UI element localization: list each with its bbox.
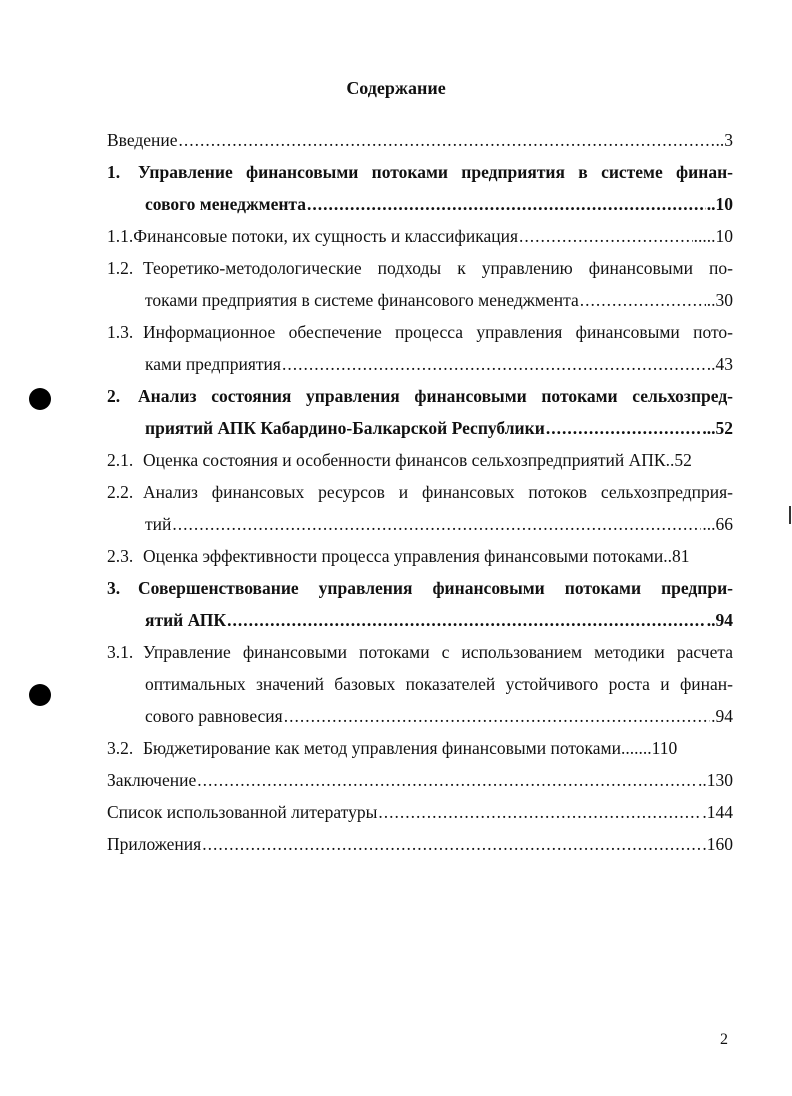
punch-hole-mark <box>29 388 51 410</box>
toc-entry-number: 3.1. <box>107 642 134 662</box>
page-title: Содержание <box>346 78 446 98</box>
toc-entry-number: 3.2. <box>107 738 134 758</box>
toc-entry-number: 1.3. <box>107 322 134 342</box>
toc-entry-title: ками предприятия <box>145 354 281 374</box>
toc-entry-title: Информационное обеспечение процесса управления финансовыми пото- <box>143 322 733 342</box>
dot-leader <box>546 417 702 439</box>
toc-entry-appendices <box>107 833 733 855</box>
toc-entry-title: тий <box>145 514 172 534</box>
punch-hole-mark <box>29 684 51 706</box>
toc-entry-title: Бюджетирование как метод управления финансовыми потоками <box>143 738 621 758</box>
toc-chapter-3-continuation <box>145 609 733 631</box>
toc-entry-title: Анализ состояния управления финансовыми потоками сельхозпред- <box>138 386 733 406</box>
toc-section-1-2 <box>107 257 733 279</box>
toc-chapter-2 <box>107 385 733 407</box>
toc-chapter-2-continuation <box>145 417 733 439</box>
toc-entry-title: Приложения <box>107 834 202 854</box>
toc-page-number: ..52 <box>665 450 692 470</box>
toc-entry-title: Заключение <box>107 770 197 790</box>
toc-entry-title: токами предприятия в системе финансового менеджмента <box>145 290 579 310</box>
toc-section-1-3 <box>107 321 733 343</box>
toc-section-3-2 <box>107 737 733 759</box>
scan-edge-mark <box>789 506 791 524</box>
toc-page-number: .94 <box>711 706 733 726</box>
toc-page-number: .144 <box>702 802 733 822</box>
dot-leader <box>227 609 706 631</box>
toc-entry-title: сового равновесия <box>145 706 283 726</box>
toc-section-1-2-continuation <box>145 289 733 311</box>
toc-page-number: ..130 <box>698 770 733 790</box>
toc-section-2-2-continuation <box>145 513 733 535</box>
toc-entry-title: Управление финансовыми потоками предприятия в системе финан- <box>138 162 733 182</box>
toc-chapter-1-continuation <box>145 193 733 215</box>
dot-leader <box>284 705 710 727</box>
toc-entry-title: ятий АПК <box>145 610 227 630</box>
toc-page-number: .....10 <box>693 226 733 246</box>
toc-entry-title: Финансовые потоки, их сущность и классификация <box>133 226 518 246</box>
toc-page-number: ..94 <box>706 610 733 630</box>
toc-chapter-3 <box>107 577 733 599</box>
toc-entry-number: 1.1. <box>107 226 134 246</box>
toc-page-number: .......110 <box>621 738 678 758</box>
toc-entry-title: Управление финансовыми потоками с использованием методики расчета <box>143 642 733 662</box>
toc-page-number: ..30 <box>706 290 733 310</box>
toc-section-3-1-continuation <box>145 673 733 695</box>
toc-entry-bibliography <box>107 801 733 823</box>
toc-page-number: ..81 <box>663 546 690 566</box>
toc-section-2-2 <box>107 481 733 503</box>
toc-page-number: ..10 <box>706 194 733 214</box>
toc-section-1-3-continuation <box>145 353 733 375</box>
toc-section-2-3 <box>107 545 733 567</box>
toc-entry-number: 2.1. <box>107 450 134 470</box>
toc-entry-number: 2.2. <box>107 482 134 502</box>
toc-entry-title: Анализ финансовых ресурсов и финансовых потоков сельхозпредприя- <box>143 482 733 502</box>
toc-entry-number: 2.3. <box>107 546 134 566</box>
toc-section-1-1 <box>107 225 733 247</box>
dot-leader <box>172 513 701 535</box>
toc-entry-title: Оценка эффективности процесса управления финансовыми потоками <box>143 546 664 566</box>
toc-page-number: ..3 <box>715 130 733 150</box>
toc-entry-number: 1. <box>107 162 121 182</box>
toc-entry-title: Оценка состояния и особенности финансов сельхозпредприятий АПК <box>143 450 666 470</box>
toc-page-number: ..43 <box>706 354 733 374</box>
toc-section-3-1-continuation <box>145 705 733 727</box>
dot-leader <box>197 769 697 791</box>
dot-leader <box>179 129 715 151</box>
toc-entry-number: 2. <box>107 386 121 406</box>
dot-leader <box>378 801 701 823</box>
toc-entry-title: оптимальных значений базовых показателей устойчивого роста и финан- <box>145 674 733 694</box>
toc-entry-title: сового менеджмента <box>145 194 306 214</box>
toc-entry-title: Введение <box>107 130 178 150</box>
dot-leader <box>202 833 701 855</box>
dot-leader <box>307 193 706 215</box>
toc-chapter-1 <box>107 161 733 183</box>
toc-page-number: .160 <box>702 834 733 854</box>
dot-leader <box>519 225 693 247</box>
toc-entry-title: Теоретико-методологические подходы к управлению финансовыми по- <box>143 258 733 278</box>
toc-page-number: ...66 <box>702 514 733 534</box>
page-number: 2 <box>720 1031 728 1048</box>
toc-entry-conclusion <box>107 769 733 791</box>
toc-section-3-1 <box>107 641 733 663</box>
toc-page-number: ...52 <box>702 418 733 438</box>
toc-section-2-1 <box>107 449 733 471</box>
toc-entry-number: 1.2. <box>107 258 134 278</box>
toc-entry-title: Список использованной литературы <box>107 802 378 822</box>
toc-entry-title: Совершенствование управления финансовыми потоками предпри- <box>138 578 733 598</box>
toc-entry-number: 3. <box>107 578 121 598</box>
dot-leader <box>580 289 706 311</box>
toc-entry-introduction <box>107 129 733 151</box>
toc-entry-title: приятий АПК Кабардино-Балкарской Республики <box>145 418 545 438</box>
dot-leader <box>282 353 706 375</box>
